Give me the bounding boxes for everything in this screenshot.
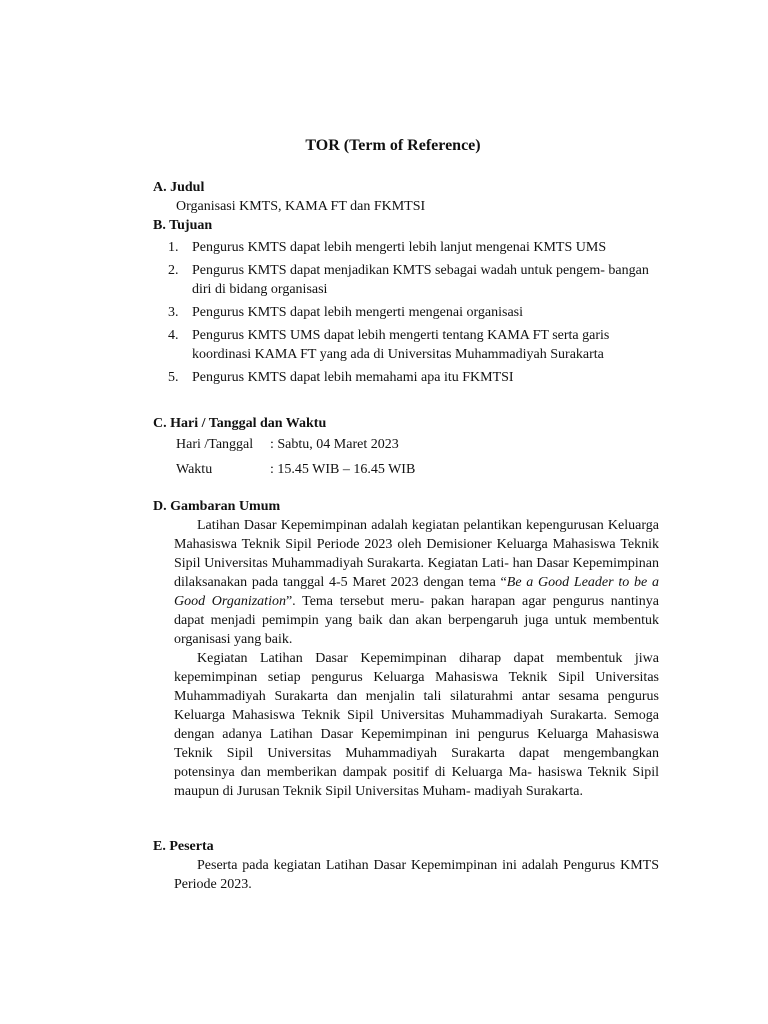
judul-text: Organisasi KMTS, KAMA FT dan FKMTSI [176, 199, 426, 214]
judul-heading: A. Judul [153, 180, 205, 195]
list-item [153, 368, 659, 387]
list-number: 5. [168, 370, 179, 385]
waktu-row-date [153, 435, 659, 454]
waktu-value: : Sabtu, 04 Maret 2023 [270, 437, 399, 452]
waktu-label: Hari /Tanggal [176, 437, 254, 452]
theme-text: Be a Good Leader to be a Good Organization [174, 575, 659, 609]
peserta-text: Peserta pada kegiatan Latihan Dasar Kepemimpinan ini adalah Pengurus KMTS Periode 2023. [174, 858, 659, 892]
list-item [153, 326, 659, 364]
waktu-value: : 15.45 WIB – 16.45 WIB [270, 462, 416, 477]
gambaran-paragraph-2: Kegiatan Latihan Dasar Kepemimpinan diharap dapat membentuk jiwa kepemimpinan setiap pengurus Keluarga Mahasiswa Teknik Sipil Universitas Muhammadiyah Surakarta dan menjalin tali silaturahmi antar sesama pengurus Keluarga Mahasiswa Teknik Sipil Universitas Muhammadiyah Surakarta. Semoga dengan adanya Latihan Dasar Kepemimpinan ini pengurus Keluarga Mahasiswa Teknik Sipil Universitas Muhammadiyah Surakarta dapat mengembangkan potensinya dan memberikan dampak positif di Keluarga Ma- hasiswa Teknik Sipil maupun di Jurusan Teknik Sipil Universitas Muham- madiyah Surakarta. [174, 651, 659, 799]
list-text: Pengurus KMTS dapat lebih mengerti lebih lanjut mengenai KMTS UMS [192, 240, 607, 255]
gambaran-body [153, 516, 659, 801]
list-text: Pengurus KMTS dapat lebih mengerti mengenai organisasi [192, 305, 524, 320]
list-text: Pengurus KMTS dapat lebih memahami apa itu FKMTSI [192, 370, 514, 385]
tujuan-heading: B. Tujuan [153, 218, 213, 233]
peserta-body [153, 856, 659, 894]
section-tujuan [153, 216, 659, 391]
section-peserta [153, 837, 659, 894]
list-number: 3. [168, 305, 179, 320]
section-judul [153, 178, 659, 216]
gambaran-heading: D. Gambaran Umum [153, 499, 281, 514]
waktu-label: Waktu [176, 462, 213, 477]
list-number: 2. [168, 263, 179, 278]
section-gambaran [153, 497, 659, 801]
list-item [153, 303, 659, 322]
peserta-heading: E. Peserta [153, 839, 214, 854]
list-text: Pengurus KMTS UMS dapat lebih mengerti tentang KAMA FT serta garis koordinasi KAMA FT yang ada di Universitas Muhammadiyah Surakarta [192, 328, 610, 362]
document-title: TOR (Term of Reference) [305, 137, 481, 154]
list-item [153, 238, 659, 257]
gambaran-paragraph-1 [174, 516, 659, 649]
list-number: 4. [168, 328, 179, 343]
waktu-heading: C. Hari / Tanggal dan Waktu [153, 416, 327, 431]
tujuan-list [153, 238, 659, 387]
section-waktu [153, 414, 659, 479]
list-item [153, 261, 659, 299]
list-text: Pengurus KMTS dapat menjadikan KMTS sebagai wadah untuk pengem- bangan diri di bidang organisasi [192, 263, 649, 297]
waktu-row-time [153, 460, 659, 479]
paragraph-text: Latihan Dasar Kepemimpinan adalah kegiatan pelantikan kepengurusan Keluarga Mahasiswa Teknik Sipil Periode 2023 oleh Demisioner Keluarga Mahasiswa Teknik Sipil Universitas Muhammadiyah Surakarta. Kegiatan Lati- han Dasar Kepemimpinan dilaksanakan pada tanggal 4-5 Maret 2023 dengan tema “ [174, 518, 659, 590]
paragraph-text: ”. Tema tersebut meru- pakan harapan agar pengurus nantinya dapat menjadi pemimpin yang baik dan akan berpengaruh juga untuk membentuk organisasi yang baik. [174, 594, 659, 647]
list-number: 1. [168, 240, 179, 255]
